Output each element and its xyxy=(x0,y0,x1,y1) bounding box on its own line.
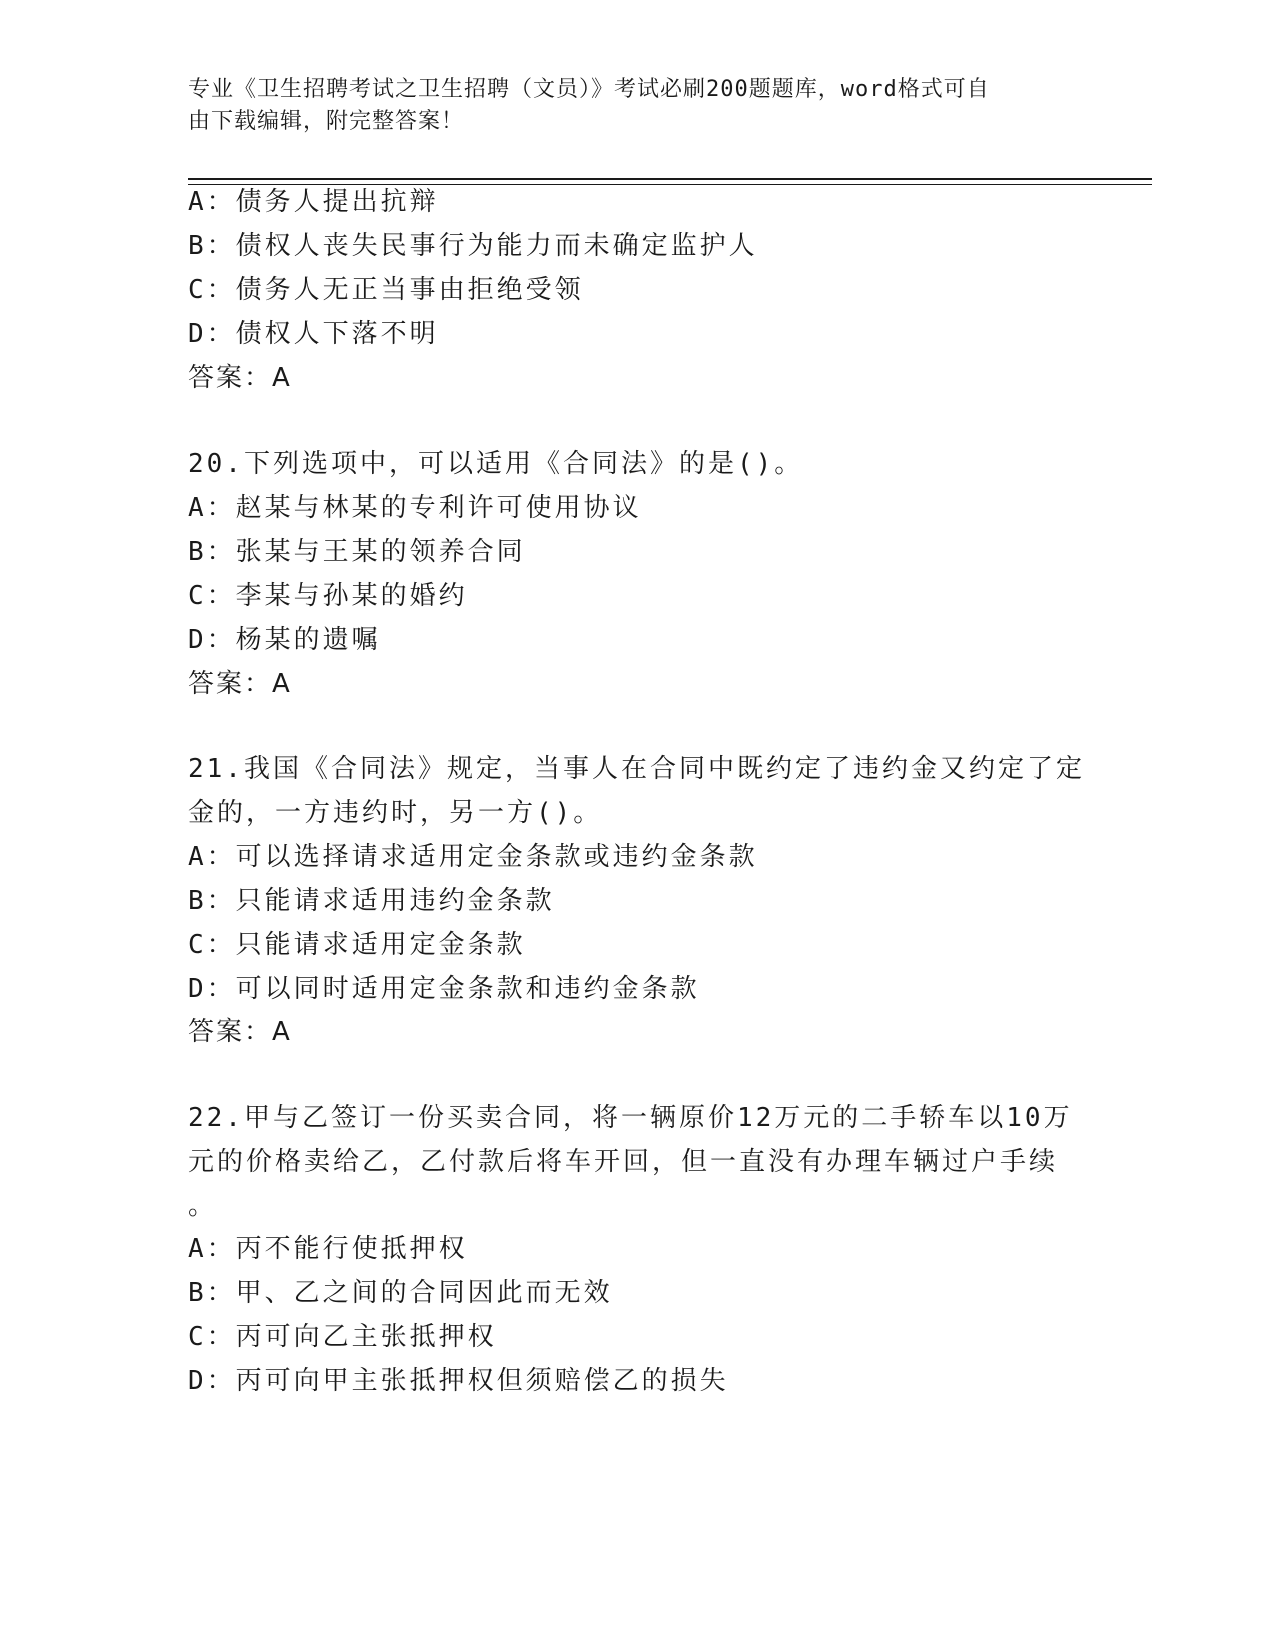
q20-option-b: B：张某与王某的领养合同 xyxy=(188,537,526,567)
q19-option-b: B：债权人丧失民事行为能力而未确定监护人 xyxy=(188,231,758,261)
q22-option-d: D：丙可向甲主张抵押权但须赔偿乙的损失 xyxy=(188,1366,729,1396)
q20-stem: 20.下列选项中，可以适用《合同法》的是()。 xyxy=(188,449,804,479)
q19-option-d: D：债权人下落不明 xyxy=(188,319,439,349)
q22-option-b: B：甲、乙之间的合同因此而无效 xyxy=(188,1278,613,1308)
q19-answer: 答案：A xyxy=(188,363,292,393)
q21-option-d: D：可以同时适用定金条款和违约金条款 xyxy=(188,974,700,1004)
document-header xyxy=(188,74,1068,138)
header-line-2: 由下载编辑，附完整答案！ xyxy=(188,109,465,134)
q22-stem-line-1: 22.甲与乙签订一份买卖合同，将一辆原价12万元的二手轿车以10万 xyxy=(188,1103,1073,1133)
q21-option-c: C：只能请求适用定金条款 xyxy=(188,930,526,960)
q22-option-a: A：丙不能行使抵押权 xyxy=(188,1234,468,1264)
q21-option-b: B：只能请求适用违约金条款 xyxy=(188,886,555,916)
q21-answer: 答案：A xyxy=(188,1017,292,1047)
q19-option-c: C：债务人无正当事由拒绝受领 xyxy=(188,275,584,305)
header-line-1: 专业《卫生招聘考试之卫生招聘（文员）》考试必刷200题题库，word格式可自 xyxy=(188,77,990,102)
q22-stem-line-2: 元的价格卖给乙，乙付款后将车开回，但一直没有办理车辆过户手续 xyxy=(188,1147,1059,1177)
q20-option-c: C：李某与孙某的婚约 xyxy=(188,581,468,611)
q21-stem-line-1: 21.我国《合同法》规定，当事人在合同中既约定了违约金又约定了定 xyxy=(188,754,1085,784)
q21-stem-line-2: 金的，一方违约时，另一方()。 xyxy=(188,798,603,828)
q22-option-c: C：丙可向乙主张抵押权 xyxy=(188,1322,497,1352)
q20-option-a: A：赵某与林某的专利许可使用协议 xyxy=(188,493,642,523)
q20-option-d: D：杨某的遗嘱 xyxy=(188,625,381,655)
q22-stem-line-3: 。 xyxy=(188,1191,218,1221)
q19-option-a: A：债务人提出抗辩 xyxy=(188,187,439,217)
q20-answer: 答案：A xyxy=(188,669,292,699)
q21-option-a: A：可以选择请求适用定金条款或违约金条款 xyxy=(188,842,758,872)
